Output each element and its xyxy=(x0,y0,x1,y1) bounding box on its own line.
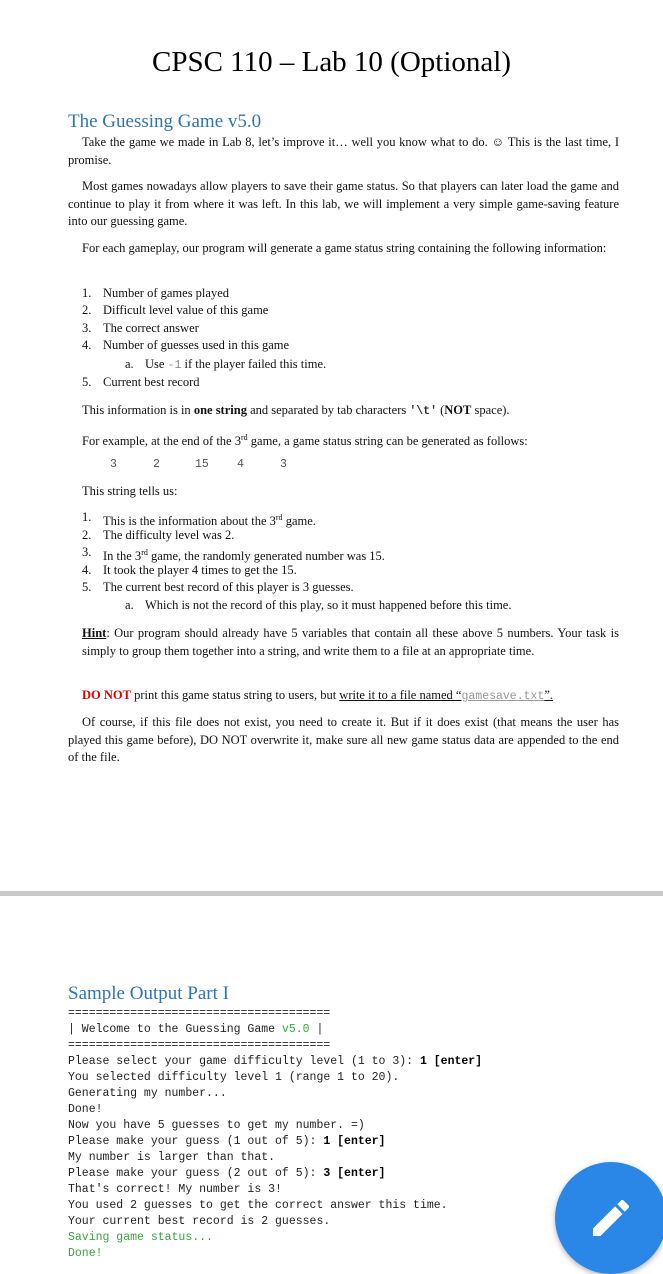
paragraph-status-string: For each gameplay, our program will generate a game status string containing the following information: xyxy=(82,241,607,255)
console-rule: ====================================== xyxy=(68,1039,331,1052)
page-title: CPSC 110 – Lab 10 (Optional) xyxy=(151,46,511,78)
list-item: Difficult level value of this game xyxy=(103,303,269,317)
list-item: It took the player 4 times to get the 15. xyxy=(103,563,297,577)
console-welcome: | Welcome to the Guessing Game v5.0 | xyxy=(68,1023,324,1036)
list-item: Current best record xyxy=(103,375,200,389)
console-line: Generating my number... xyxy=(68,1087,227,1100)
paragraph-tells: This string tells us: xyxy=(82,484,178,498)
paragraph-do-not: DO NOT print this game status string to users, but write it to a file named “gamesave.txt”. xyxy=(82,688,553,703)
document-page-1: CPSC 110 – Lab 10 (Optional) The Guessing Game v5.0 Take the game we made in Lab 8, let’s improve it… well you know what to do. ☺ This is the last time, I promise. Most games nowadays allow players to save their game status. So that players can later load the game and continue to play it from where it was left. In this lab, we will implement a very simple game-saving feature into our guessing game. For each gameplay, our program will generate a game status string containing the following information: 1. Number of games played 2. Difficult level value of this game 3. The correct answer 4. Number of guesses used in this game a. Use -1 if the player failed this time. 5. Current best record This information is in one string and separated by tab characters '\t' (NOT space). For example, at the end of the 3rd game, a game status string can be generated as follows: 3 2 15 4 3 This string tells us: 1. This is the information about the 3rd game. 2. The difficulty level was 2. 3. In the 3rd game, the randomly generated number was 15. 4. It took the player 4 times to get the 15. 5. The current best record of this player is 3 guesses. a. Which is not the record of this play, so it must happened before this time. Hint: Our program should already have 5 variables that contain all these above 5 numbers. Your task is simply to group them together into a string, and write them to a file at an appropriate time. DO NOT print this game status string to users, but write it to a file named “gamesave.txt”. Of course, if this file does not exist, you need to create it. But if it does exist (that means the user has played this game before), DO NOT overwrite it, make sure all new game status data are appended to the end of the file. xyxy=(0,0,663,893)
paragraph-tab-separated: This information is in one string and separated by tab characters '\t' (NOT space). xyxy=(82,403,510,418)
paragraph-intro: Take the game we made in Lab 8, let’s improve it… well you know what to do. ☺ This is the last time, I promise. xyxy=(68,135,619,167)
list-item: Number of guesses used in this game xyxy=(103,338,290,352)
list-item: Number of games played xyxy=(103,286,230,300)
console-done: Done! xyxy=(68,1247,103,1260)
console-line: Your current best record is 2 guesses. xyxy=(68,1215,331,1228)
console-line: Please select your game difficulty level (1 to 3): 1 [enter] xyxy=(68,1055,483,1068)
sample-console-output xyxy=(68,1006,628,1262)
console-line: You selected difficulty level 1 (range 1 to 20). xyxy=(68,1071,400,1084)
paragraph-example: For example, at the end of the 3rd game, a game status string can be generated as follows: xyxy=(82,433,528,449)
list-subitem: Which is not the record of this play, so it must happened before this time. xyxy=(145,598,512,612)
console-line: You used 2 guesses to get the correct answer this time. xyxy=(68,1199,448,1212)
section-heading-sample-output: Sample Output Part I xyxy=(68,983,229,1004)
list-item: This is the information about the 3rd game. xyxy=(103,513,316,529)
console-saving: Saving game status... xyxy=(68,1231,213,1244)
list-item: In the 3rd game, the randomly generated number was 15. xyxy=(103,548,385,564)
list-item: The difficulty level was 2. xyxy=(103,528,235,542)
console-line: Please make your guess (1 out of 5): 1 [enter] xyxy=(68,1135,386,1148)
console-line: Done! xyxy=(68,1103,103,1116)
console-line: Please make your guess (2 out of 5): 3 [enter] xyxy=(68,1167,386,1180)
console-line: That's correct! My number is 3! xyxy=(68,1183,282,1196)
list-item: The current best record of this player is 3 guesses. xyxy=(103,580,354,594)
console-rule: ====================================== xyxy=(68,1007,331,1020)
paragraph-hint: Hint: Our program should already have 5 variables that contain all these above 5 numbers. Your task is simply to group them together into a string, and write them to a file at an appropriate time. xyxy=(82,626,619,658)
console-line: Now you have 5 guesses to get my number. =) xyxy=(68,1119,365,1132)
list-item: The correct answer xyxy=(103,321,199,335)
paragraph-save-feature: Most games nowadays allow players to save their game status. So that players can later load the game and continue to play it from where it was left. In this lab, we will implement a very simple game-saving feature into our guessing game. xyxy=(68,179,619,228)
section-heading-guessing-game: The Guessing Game v5.0 xyxy=(68,111,262,132)
console-line: My number is larger than that. xyxy=(68,1151,276,1164)
list-subitem: Use -1 if the player failed this time. xyxy=(145,357,327,372)
edit-fab-button[interactable] xyxy=(555,1162,663,1274)
pencil-icon xyxy=(587,1194,635,1242)
paragraph-append: Of course, if this file does not exist, you need to create it. But if it does exist (that means the user has played this game before), DO NOT overwrite it, make sure all new game status data are appended to the end of the file. xyxy=(68,715,619,764)
